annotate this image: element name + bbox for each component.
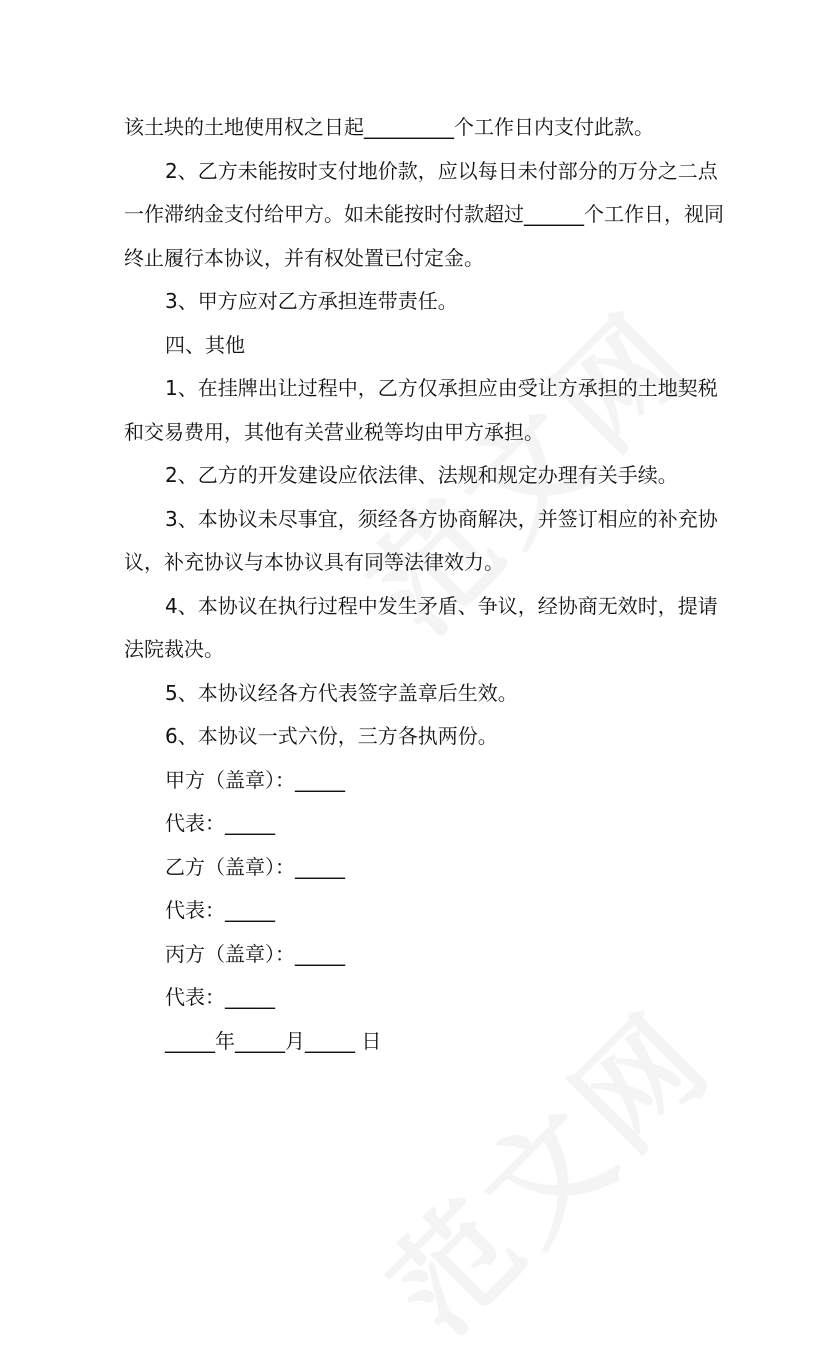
text-line: 议，补充协议与本协议具有同等法律效力。 (124, 550, 504, 574)
text-line: 3、甲方应对乙方承担连带责任。 (165, 289, 458, 313)
text-line: 终止履行本协议，并有权处置已付定金。 (124, 245, 484, 270)
date-line: _____年_____月_____ 日 (165, 1028, 382, 1053)
signature-line-party-b: 乙方（盖章）：_____ (165, 854, 345, 879)
text-line: 3、本协议未尽事宜，须经各方协商解决，并签订相应的补充协 (165, 506, 718, 531)
text-line: 2、乙方的开发建设应依法律、法规和规定办理有关手续。 (165, 463, 678, 487)
signature-line-party-a: 甲方（盖章）：_____ (165, 767, 345, 792)
text-line: 和交易费用，其他有关营业税等均由甲方承担。 (124, 419, 544, 444)
signature-line-rep-b: 代表：_____ (165, 898, 275, 922)
document-body (124, 106, 724, 1063)
text-line: 法院裁决。 (124, 637, 224, 661)
text-line: 一作滞纳金支付给甲方。如未能按时付款超过______个工作日，视同 (124, 202, 724, 226)
signature-line-rep-c: 代表：_____ (165, 985, 275, 1009)
text-line: 1、在挂牌出让过程中，乙方仅承担应由受让方承担的土地契税 (165, 376, 718, 400)
text-line: 该土块的土地使用权之日起_________个工作日内支付此款。 (124, 115, 654, 139)
signature-line-party-c: 丙方（盖章）：_____ (165, 941, 345, 966)
text-line: 2、乙方未能按时支付地价款，应以每日未付部分的万分之二点 (165, 158, 718, 183)
text-line: 6、本协议一式六份，三方各执两份。 (165, 724, 498, 748)
signature-line-rep-a: 代表：_____ (165, 811, 275, 835)
text-line: 5、本协议经各方代表签字盖章后生效。 (165, 680, 518, 705)
text-line: 4、本协议在执行过程中发生矛盾、争议，经协商无效时，提请 (165, 593, 718, 618)
section-heading: 四、其他 (165, 332, 245, 357)
